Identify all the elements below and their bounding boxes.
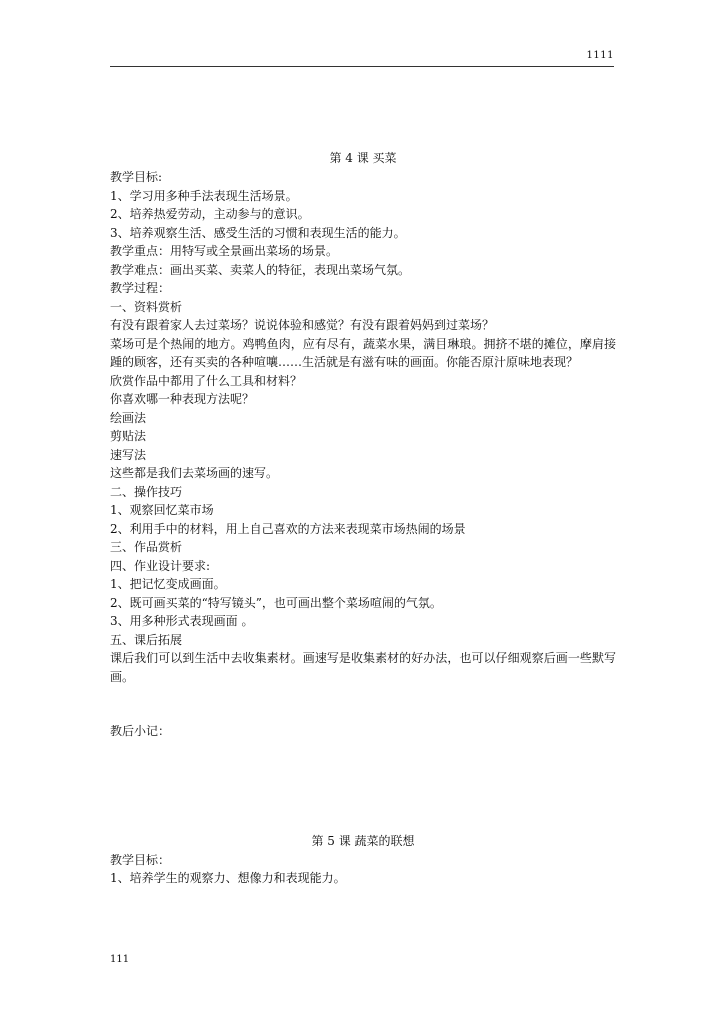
section-2-heading: 二、操作技巧 — [110, 484, 183, 499]
method-collage: 剪贴法 — [110, 429, 147, 443]
method-painting: 绘画法 — [110, 410, 147, 425]
teaching-process-heading: 教学过程： — [110, 281, 171, 295]
extension-paragraph: 课后我们可以到生活中去收集素材。画速写是收集素材的好办法，也可以仔细观察后画一些默写画。 — [110, 651, 616, 684]
requirement-2: 2、既可画买菜的“特写镜头”，也可画出整个菜场喧闹的气氛。 — [110, 595, 442, 610]
document-body — [110, 148, 616, 888]
header-page-number: 1111 — [586, 50, 614, 61]
lesson4-title: 第 4 课 买菜 — [329, 151, 397, 165]
section-3-heading: 三、作品赏析 — [110, 540, 183, 554]
method-question: 你喜欢哪一种表现方法呢？ — [110, 392, 255, 406]
section-1-heading: 一、资料赏析 — [110, 299, 183, 314]
goal-1: 1、学习用多种手法表现生活场景。 — [110, 188, 298, 203]
lesson5-goal-1: 1、培养学生的观察力、想像力和表现能力。 — [110, 871, 346, 885]
goal-3: 3、培养观察生活、感受生活的习惯和表现生活的能力。 — [110, 225, 406, 240]
goal-2: 2、培养热爱劳动，主动参与的意识。 — [110, 207, 310, 221]
question-line: 有没有跟着家人去过菜场？说说体验和感觉？有没有跟着妈妈到过菜场？ — [110, 318, 495, 332]
lesson5-goals-heading: 教学目标： — [110, 852, 171, 867]
teaching-goals-heading: 教学目标: — [110, 170, 163, 184]
requirement-1: 1、把记忆变成画面。 — [110, 577, 226, 591]
section-4-heading: 四、作业设计要求: — [110, 558, 211, 573]
tools-question: 欣赏作品中都用了什么工具和材料？ — [110, 373, 303, 388]
technique-2: 2、利用手中的材料，用上自己喜欢的方法来表现菜市场热闹的场景 — [110, 521, 466, 536]
lesson5-title: 第 5 课 蔬菜的联想 — [311, 833, 415, 848]
teaching-focus: 教学重点：用特写或全景画出菜场的场景。 — [110, 244, 339, 258]
requirement-3: 3、用多种形式表现画面 。 — [110, 614, 254, 628]
footer-page-number: 111 — [110, 954, 130, 965]
technique-1: 1、观察回忆菜市场 — [110, 503, 214, 517]
section-5-heading: 五、课后拓展 — [110, 632, 183, 647]
method-sketch: 速写法 — [110, 447, 147, 462]
sketch-note: 这些都是我们去菜场画的速写。 — [110, 466, 279, 480]
market-description-paragraph: 菜场可是个热闹的地方。鸡鸭鱼肉，应有尽有，蔬菜水果，满目琳琅。拥挤不堪的摊位，摩肩接踵的顾客，还有买卖的各种喧嚷……生活就是有滋有味的画面。你能否原汁原味地表现？ — [110, 336, 616, 369]
header-divider — [110, 66, 614, 67]
reflection-label: 教后小记： — [110, 724, 171, 738]
teaching-difficulty: 教学难点：画出买菜、卖菜人的特征，表现出菜场气氛。 — [110, 262, 411, 277]
